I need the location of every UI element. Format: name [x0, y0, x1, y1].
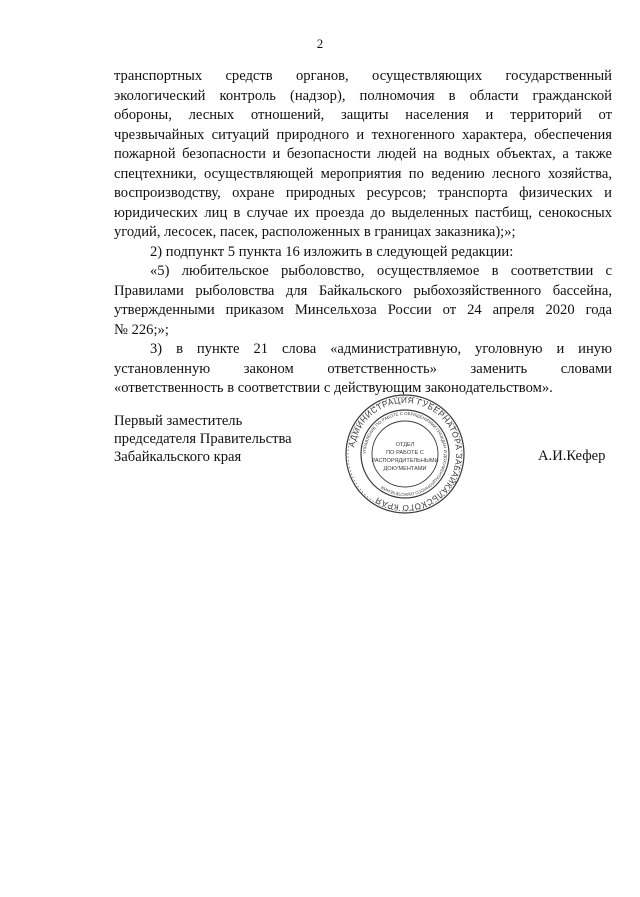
seal-center-line: ОТДЕЛ: [395, 442, 415, 448]
body-line: транспортных средств органов, осуществляющих государственный: [114, 68, 612, 84]
signer-title-line: Забайкальского края: [114, 449, 242, 465]
signer-name: А.И.Кефер: [538, 448, 606, 464]
seal-inner-ring-text: УПРАВЛЕНИЕ ПО РАБОТЕ С ОБРАЩЕНИЯМИ ГРАЖДАН И ДОКУМЕНТАЦИОННОГО ОБЕСПЕЧЕНИЯ: [361, 410, 449, 498]
body-line: спецтехники, осуществляющей мероприятия по ведению лесного хозяйства,: [114, 165, 612, 182]
signer-title-line: председателя Правительства: [114, 431, 292, 447]
seal-center-line: РАСПОРЯДИТЕЛЬНЫМИ: [371, 458, 439, 464]
seal-center-line: ПО РАБОТЕ С: [386, 450, 424, 456]
body-line: № 226;»;: [114, 321, 169, 338]
body-line: пожарной безопасности и безопасности людей на водных объектах, а также: [114, 146, 612, 162]
seal-outer-text: АДМИНИСТРАЦИЯ ГУБЕРНАТОРА ЗАБАЙКАЛЬСКОГО КРАЯ: [347, 395, 464, 513]
body-line: 3) в пункте 21 слова «административную, уголовную и иную: [150, 341, 612, 357]
body-line: «ответственность в соответствии с действующим законодательством».: [114, 380, 553, 396]
body-line: юридических лиц в случае их проезда до выделенных пастбищ, сенокосных: [114, 204, 612, 221]
official-seal: [344, 393, 466, 515]
body-line: угодий, лесосек, пасек, расположенных в границах заказника);»;: [114, 224, 516, 240]
body-line: воспроизводству, охране природных ресурсов; транспорта физических и: [114, 185, 612, 201]
body-line: утвержденными приказом Минсельхоза России от 24 апреля 2020 года: [114, 302, 612, 318]
page-number: 2: [316, 36, 324, 51]
body-line: «5) любительское рыболовство, осуществляемое в соответствии с: [150, 263, 612, 279]
body-line: экологический контроль (надзор), полномочия в области гражданской: [114, 87, 612, 104]
body-line: Правилами рыболовства для Байкальского рыбохозяйственного бассейна,: [114, 282, 612, 299]
signature-block: [114, 412, 292, 466]
document-body: [114, 67, 612, 399]
seal-center-line: ДОКУМЕНТАМИ: [383, 466, 427, 472]
body-line: установленную законом ответственность» заменить словами: [114, 360, 612, 377]
body-line: чрезвычайных ситуаций природного и техногенного характера, обеспечения: [114, 126, 612, 143]
body-line: обороны, лесных отношений, защиты населения и территорий от: [114, 107, 612, 123]
body-line: 2) подпункт 5 пункта 16 изложить в следующей редакции:: [150, 243, 514, 260]
signer-title-line: Первый заместитель: [114, 413, 243, 429]
